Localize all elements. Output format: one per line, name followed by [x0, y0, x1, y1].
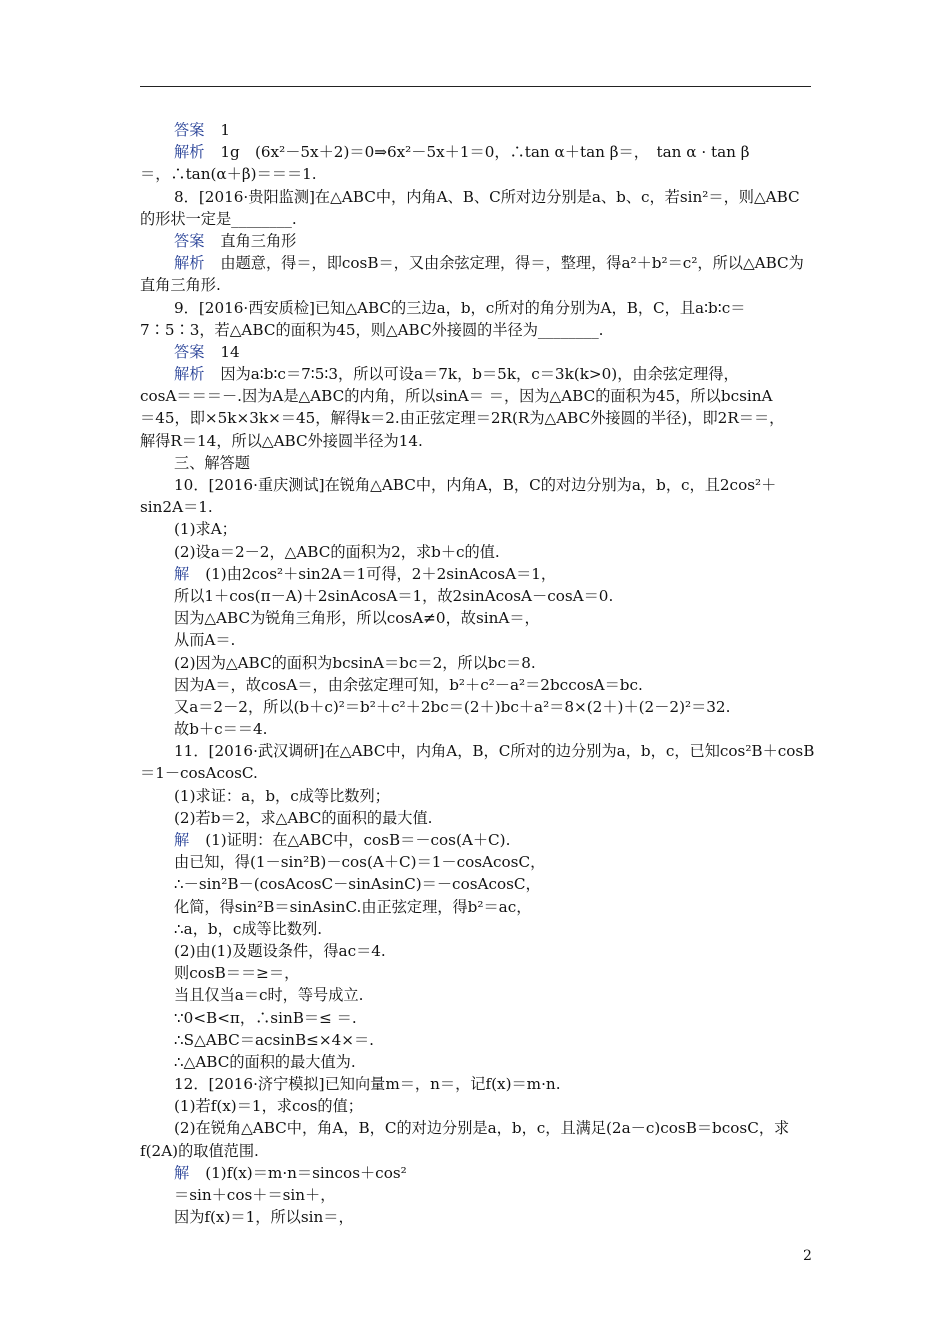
line-text: 由已知，得(1－sin²B)－cos(A＋C)＝1－cosAcosC， [174, 853, 546, 872]
text-line [140, 740, 815, 762]
text-line [140, 141, 812, 163]
line-text: 1 [220, 121, 231, 139]
line-text: 当且仅当a＝c时，等号成立. [174, 986, 364, 1005]
answer-label: 解析 [174, 254, 205, 273]
line-text: ＝sin＋cos＋＝sin＋， [174, 1186, 336, 1204]
text-line [140, 1140, 812, 1162]
text-line [140, 896, 812, 918]
answer-label: 答案 [174, 231, 205, 250]
text-line [140, 607, 812, 629]
line-text: (1)证明：在△ABC中，cosB＝－cos(A＋C). [205, 831, 511, 849]
text-line [140, 829, 812, 851]
text-line [140, 674, 812, 696]
text-line [140, 407, 812, 429]
text-line [140, 696, 812, 718]
text-line [140, 1162, 812, 1184]
line-text: 因为f(x)＝1，所以sin＝， [174, 1208, 354, 1227]
text-line [140, 385, 812, 407]
text-line [140, 918, 812, 940]
line-text: 因为△ABC为锐角三角形，所以cosA≠0，故sinA＝， [174, 609, 540, 628]
line-text: 9．[2016·西安质检]已知△ABC的三边a，b，c所对的角分别为A，B，C，且a∶b∶c＝ [174, 298, 746, 317]
line-text: 8．[2016·贵阳监测]在△ABC中，内角A、B、C所对边分别是a、b、c，若sin²＝，则△ABC [174, 187, 800, 206]
line-text: (1)求证：a，b，c成等比数列； [174, 786, 390, 805]
answer-label: 答案 [174, 342, 205, 361]
line-text: ∴－sin²B－(cosAcosC－sinAsinC)＝－cosAcosC， [174, 875, 541, 894]
text-line [140, 1184, 812, 1206]
text-line [140, 452, 812, 474]
line-text: 所以1＋cos(π－A)＋2sinAcosA＝1，故2sinAcosA－cosA＝0. [174, 586, 614, 605]
line-text: ∴S△ABC＝acsinB≤×4×＝. [174, 1030, 374, 1049]
line-text: 1g (6x²－5x＋2)＝0⇒6x²－5x＋1＝0，∴tan α＋tan β＝， tan α · tan β [220, 143, 750, 162]
text-line [140, 252, 812, 274]
text-line [140, 274, 812, 296]
line-text: ∴△ABC的面积的最大值为. [174, 1052, 356, 1071]
line-text: ∴a，b，c成等比数列. [174, 919, 323, 938]
text-line [140, 785, 812, 807]
text-line [140, 363, 812, 385]
line-text: ＝1－cosAcosC. [140, 764, 258, 783]
text-line [140, 496, 812, 518]
line-text: (2)因为△ABC的面积为bcsinA＝bc＝2，所以bc＝8. [174, 653, 536, 672]
line-text: (1)由2cos²＋sin2A＝1可得，2＋2sinAcosA＝1， [205, 564, 557, 583]
line-text: 由题意，得＝，即cosB＝，又由余弦定理，得＝，整理，得a²＋b²＝c²，所以△ABC为 [220, 254, 804, 273]
text-line [140, 762, 812, 784]
text-line [140, 230, 812, 252]
text-line [140, 851, 812, 873]
text-line [140, 1051, 812, 1073]
text-line [140, 807, 812, 829]
text-line [140, 563, 812, 585]
line-text: 12．[2016·济宁模拟]已知向量m＝，n＝，记f(x)＝m·n. [174, 1075, 561, 1094]
text-line [140, 1007, 812, 1029]
text-line [140, 873, 812, 895]
line-text: 10．[2016·重庆测试]在锐角△ABC中，内角A，B，C的对边分别为a，b，c，且2cos²＋ [174, 476, 777, 494]
header-rule [140, 86, 811, 87]
text-line [140, 119, 812, 141]
text-line [140, 474, 812, 496]
answer-label: 解析 [174, 365, 205, 384]
text-line [140, 962, 812, 984]
line-text: 的形状一定是________. [140, 209, 297, 228]
line-text: (2)在锐角△ABC中，角A，B，C的对边分别是a，b，c，且满足(2a－c)cosB＝bcosC，求 [174, 1119, 790, 1138]
text-line [140, 1073, 812, 1095]
line-text: cosA＝＝＝－.因为A是△ABC的内角，所以sinA＝ ＝，因为△ABC的面积为45，所以bcsinA [140, 387, 773, 406]
text-line [140, 541, 812, 563]
text-line [140, 718, 812, 740]
answer-label: 解 [174, 831, 190, 849]
line-text: 因为a∶b∶c＝7∶5∶3，所以可设a＝7k，b＝5k，c＝3k(k>0)，由余弦定理得， [220, 365, 739, 384]
text-line [140, 341, 812, 363]
text-line [140, 518, 812, 540]
text-line [140, 186, 812, 208]
line-text: 则cosB＝＝≥＝， [174, 964, 300, 983]
line-text: 7∶5∶3，若△ABC的面积为45，则△ABC外接圆的半径为________. [140, 320, 604, 339]
line-text: 三、解答题 [174, 453, 250, 472]
line-text: (2)设a＝2－2，△ABC的面积为2，求b＋c的值. [174, 542, 500, 561]
line-text: 从而A＝. [174, 631, 236, 650]
line-text: sin2A＝1. [140, 498, 213, 517]
line-text: (1)若f(x)＝1，求cos的值； [174, 1097, 363, 1116]
answer-label: 解 [174, 564, 190, 583]
line-text: ＝45，即×5k×3k×＝45，解得k＝2.由正弦定理＝2R(R为△ABC外接圆的半径)，即2R＝＝， [140, 409, 785, 428]
text-line [140, 1095, 812, 1117]
line-text: 直角三角形 [220, 231, 297, 250]
text-line [140, 430, 812, 452]
document-body [140, 119, 815, 1228]
line-text: 14 [220, 342, 240, 361]
text-line [140, 940, 812, 962]
line-text: 又a＝2－2，所以(b＋c)²＝b²＋c²＋2bc＝(2＋)bc＋a²＝8×(2＋)＋(2－2)²＝32. [174, 697, 731, 716]
line-text: ＝，∴tan(α＋β)＝＝＝1. [140, 165, 317, 184]
line-text: 化简，得sin²B＝sinAsinC.由正弦定理，得b²＝ac， [174, 897, 532, 916]
answer-label: 答案 [174, 121, 205, 139]
line-text: 解得R＝14，所以△ABC外接圆半径为14. [140, 431, 423, 450]
text-line [140, 984, 812, 1006]
answer-label: 解 [174, 1163, 190, 1182]
text-line [140, 163, 812, 185]
page-number: 2 [803, 1248, 812, 1264]
text-line [140, 1117, 812, 1139]
line-text: (1)f(x)＝m·n＝sincos＋cos² [205, 1163, 407, 1182]
text-line [140, 1029, 812, 1051]
line-text: (2)由(1)及题设条件，得ac＝4. [174, 941, 386, 960]
line-text: 故b＋c＝＝4. [174, 720, 268, 739]
text-line [140, 585, 812, 607]
line-text: 直角三角形. [140, 276, 221, 295]
text-line [140, 208, 812, 230]
line-text: (1)求A； [174, 520, 237, 539]
text-line [140, 652, 812, 674]
line-text: 11．[2016·武汉调研]在△ABC中，内角A，B，C所对的边分别为a，b，c，已知cos²B＋cosB [174, 742, 815, 761]
line-text: f(2A)的取值范围. [140, 1141, 259, 1160]
line-text: (2)若b＝2，求△ABC的面积的最大值. [174, 808, 433, 827]
answer-label: 解析 [174, 143, 205, 162]
line-text: 因为A＝，故cosA＝，由余弦定理可知，b²＋c²－a²＝2bccosA＝bc. [174, 675, 643, 694]
text-line [140, 319, 812, 341]
text-line [140, 1206, 812, 1228]
line-text: ∵0<B<π，∴sinB＝≤ ＝. [174, 1008, 357, 1027]
text-line [140, 629, 812, 651]
text-line [140, 297, 812, 319]
